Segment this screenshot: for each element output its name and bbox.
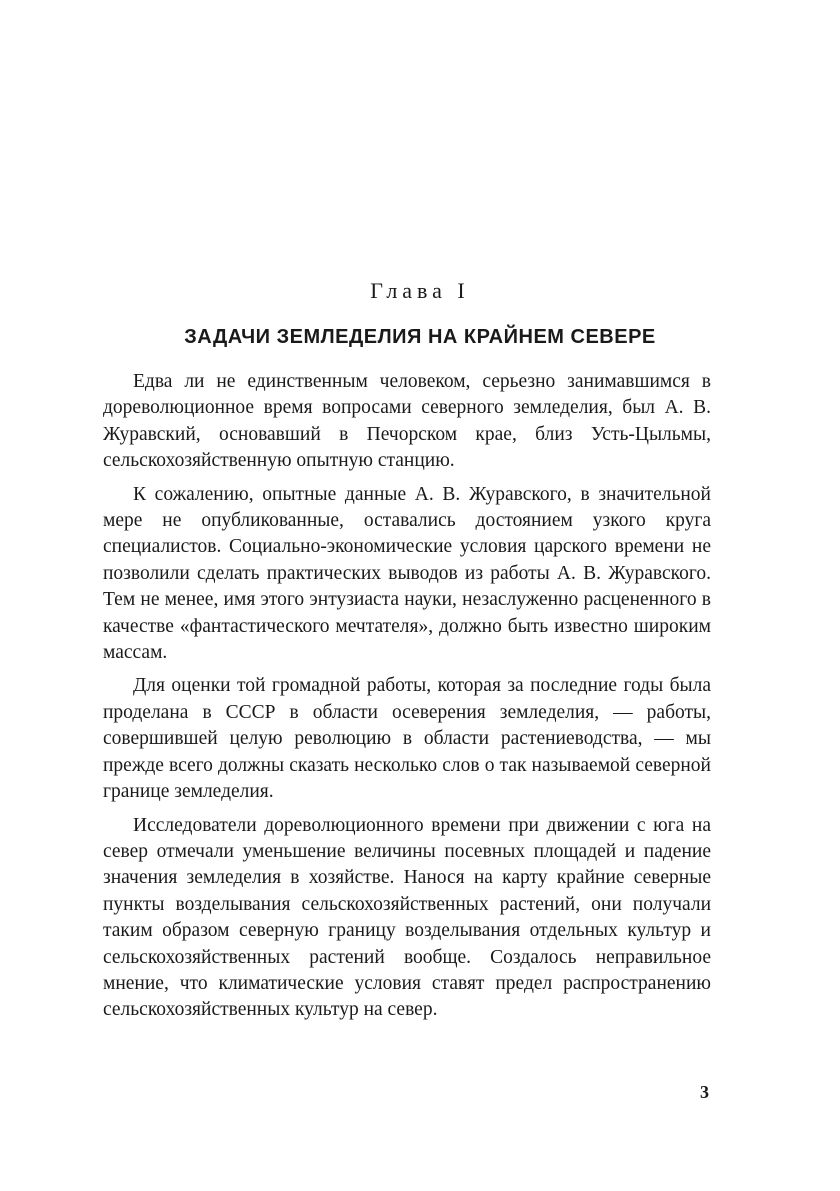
chapter-title: ЗАДАЧИ ЗЕМЛЕДЕЛИЯ НА КРАЙНЕМ СЕВЕРЕ	[184, 326, 656, 348]
paragraph-3: Для оценки той громадной работы, которая за последние годы была проделана в СССР в области осеверения земледелия, — работы, совершившей целую революцию в области растениеводства, — мы прежде всего должны сказать несколько слов о так называемой северной границе земледелия.	[103, 675, 711, 803]
chapter-label: Глава I	[370, 278, 470, 303]
paragraph-2: К сожалению, опытные данные А. В. Журавского, в значительной мере не опубликованные, оставались достоянием узкого круга специалистов. Социально-экономические условия царского времени не позволили сделать практических выводов из работы А. В. Журавского. Тем не менее, имя этого энтузиаста науки, незаслуженно расцененного в качестве «фантастического мечтателя», должно быть известно широким массам.	[103, 483, 711, 664]
paragraph-1: Едва ли не единственным человеком, серьезно занимавшимся в дореволюционное время вопросами северного земледелия, был А. В. Журавский, основавший в Печорском крае, близ Усть-Цыльмы, сельскохозяйственную опытную станцию.	[103, 371, 711, 472]
paragraph-4: Исследователи дореволюционного времени при движении с юга на север отмечали уменьшение величины посевных площадей и падение значения земледелия в хозяйстве. Нанося на карту крайние северные пункты возделывания сельскохозяйственных растений, они получали таким образом северную границу возделывания отдельных культур и сельскохозяйственных растений вообще. Создалось неправильное мнение, что климатические условия ставят предел распространению сельскохозяйственных культур на север.	[103, 814, 711, 1021]
page-number: 3	[700, 1082, 709, 1102]
text-body	[103, 369, 711, 1031]
